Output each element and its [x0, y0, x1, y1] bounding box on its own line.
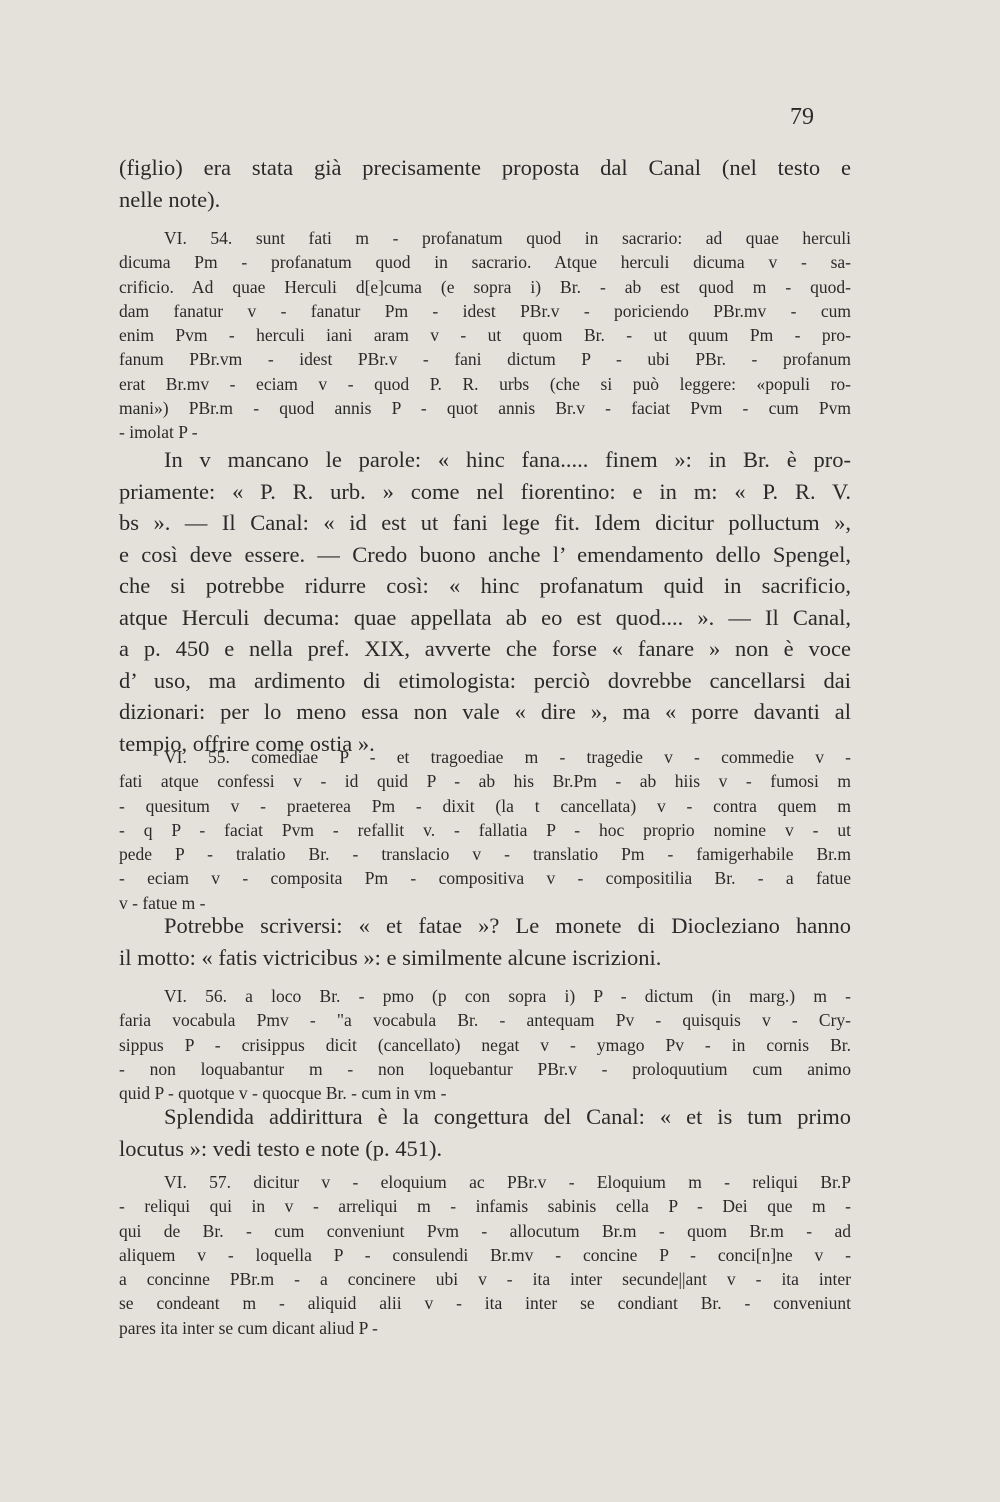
text-line: dicuma Pm - profanatum quod in sacrario. Atque herculi dicuma v - sa-: [119, 252, 851, 273]
text-line: erat Br.mv - eciam v - quod P. R. urbs (che si può leggere: «populi ro-: [119, 373, 851, 394]
text-line: - reliqui qui in v - arreliqui m - infamis sabinis cella P - Dei que m -: [119, 1196, 851, 1217]
text-line: - eciam v - composita Pm - compositiva v - compositilia Br. - a fatue: [119, 868, 851, 889]
text-line: v - fatue m -: [119, 892, 206, 913]
text-line: dam fanatur v - fanatur Pm - idest PBr.v - poriciendo PBr.mv - cum: [119, 300, 851, 321]
text-line: e così deve essere. — Credo buono anche l’ emendamento dello Spengel,: [119, 541, 851, 567]
text-line: d’ uso, ma ardimento di etimologista: perciò dovrebbe cancellarsi dai: [119, 667, 851, 693]
text-line: VI. 54. sunt fati m - profanatum quod in sacrario: ad quae herculi: [164, 228, 851, 248]
text-line: tempio, offrire come ostia ».: [119, 730, 375, 756]
text-line: a p. 450 e nella pref. XIX, avverte che forse « fanare » non è voce: [119, 636, 851, 661]
text-line: faria vocabula Pmv - "a vocabula Br. - antequam Pv - quisquis v - Cry-: [119, 1010, 851, 1031]
text-line: nelle note).: [119, 186, 221, 212]
text-line: VI. 57. dicitur v - eloquium ac PBr.v - Eloquium m - reliqui Br.P: [164, 1172, 851, 1192]
text-line: bs ». — Il Canal: « id est ut fani lege fit. Idem dicitur polluctum »,: [119, 510, 851, 535]
page-number: 79: [790, 104, 814, 130]
text-line: - quesitum v - praeterea Pm - dixit (la t cancellata) v - contra quem m: [119, 795, 851, 816]
paragraph-b3: [119, 444, 851, 759]
text-line: se condeant m - aliquid alii v - ita inter se condiant Br. - conveniunt: [119, 1293, 851, 1314]
text-line: a concinne PBr.m - a concinere ubi v - ita inter secunde||ant v - ita inter: [119, 1269, 851, 1290]
text-line: sippus P - crisippus dicit (cancellato) negat v - ymago Pv - in cornis Br.: [119, 1034, 851, 1055]
text-line: quid P - quotque v - quocque Br. - cum in vm -: [119, 1083, 447, 1104]
text-line: - non loquabantur m - non loquebantur PBr.v - proloquutium cum animo: [119, 1058, 851, 1079]
text-line: - q P - faciat Pvm - refallit v. - fallatia P - hoc proprio nomine v - ut: [119, 819, 851, 840]
paragraph-b5: [119, 910, 851, 973]
text-line: (figlio) era stata già precisamente proposta dal Canal (nel testo e: [119, 155, 851, 180]
text-line: Potrebbe scriversi: « et fatae »? Le monete di Diocleziano hanno: [164, 913, 851, 938]
paragraph-b4: [119, 745, 851, 915]
text-line: In v mancano le parole: « hinc fana..... finem »: in Br. è pro-: [164, 447, 851, 472]
text-line: enim Pvm - herculi iani aram v - ut quom Br. - ut quum Pm - pro-: [119, 325, 851, 346]
text-line: mani») PBr.m - quod annis P - quot annis Br.v - faciat Pvm - cum Pvm: [119, 398, 851, 419]
paragraph-b6: [119, 984, 851, 1105]
text-line: qui de Br. - cum conveniunt Pvm - allocutum Br.m - quom Br.m - ad: [119, 1220, 851, 1241]
paragraph-b7: [119, 1101, 851, 1164]
text-line: VI. 55. comediae P - et tragoediae m - tragedie v - commedie v -: [164, 747, 851, 767]
text-line: Splendida addirittura è la congettura del Canal: « et is tum primo: [164, 1104, 851, 1129]
text-line: VI. 56. a loco Br. - pmo (p con sopra i) P - dictum (in marg.) m -: [164, 986, 851, 1006]
paragraph-b2: [119, 226, 851, 445]
text-line: fanum PBr.vm - idest PBr.v - fani dictum P - ubi PBr. - profanum: [119, 349, 851, 370]
text-line: dizionari: per lo meno essa non vale « dire », ma « porre davanti al: [119, 699, 851, 724]
text-line: crificio. Ad quae Herculi d[e]cuma (e sopra i) Br. - ab est quod m - quod-: [119, 276, 851, 297]
text-line: - imolat P -: [119, 422, 198, 443]
paragraph-b8: [119, 1170, 851, 1340]
text-line: che si potrebbe ridurre così: « hinc profanatum quid in sacrificio,: [119, 573, 851, 598]
text-line: priamente: « P. R. urb. » come nel fiorentino: e in m: « P. R. V.: [119, 478, 851, 504]
text-line: pede P - tralatio Br. - translacio v - translatio Pm - famigerhabile Br.m: [119, 844, 851, 865]
text-line: pares ita inter se cum dicant aliud P -: [119, 1317, 378, 1338]
text-line: locutus »: vedi testo e note (p. 451).: [119, 1135, 443, 1161]
text-line: atque Herculi decuma: quae appellata ab eo est quod.... ». — Il Canal,: [119, 604, 851, 630]
paragraph-b1: [119, 152, 851, 215]
text-line: fati atque confessi v - id quid P - ab his Br.Pm - ab hiis v - fumosi m: [119, 771, 851, 792]
text-line: aliquem v - loquella P - consulendi Br.mv - concine P - conci[n]ne v -: [119, 1244, 851, 1265]
text-line: il motto: « fatis victricibus »: e similmente alcune iscrizioni.: [119, 944, 662, 970]
